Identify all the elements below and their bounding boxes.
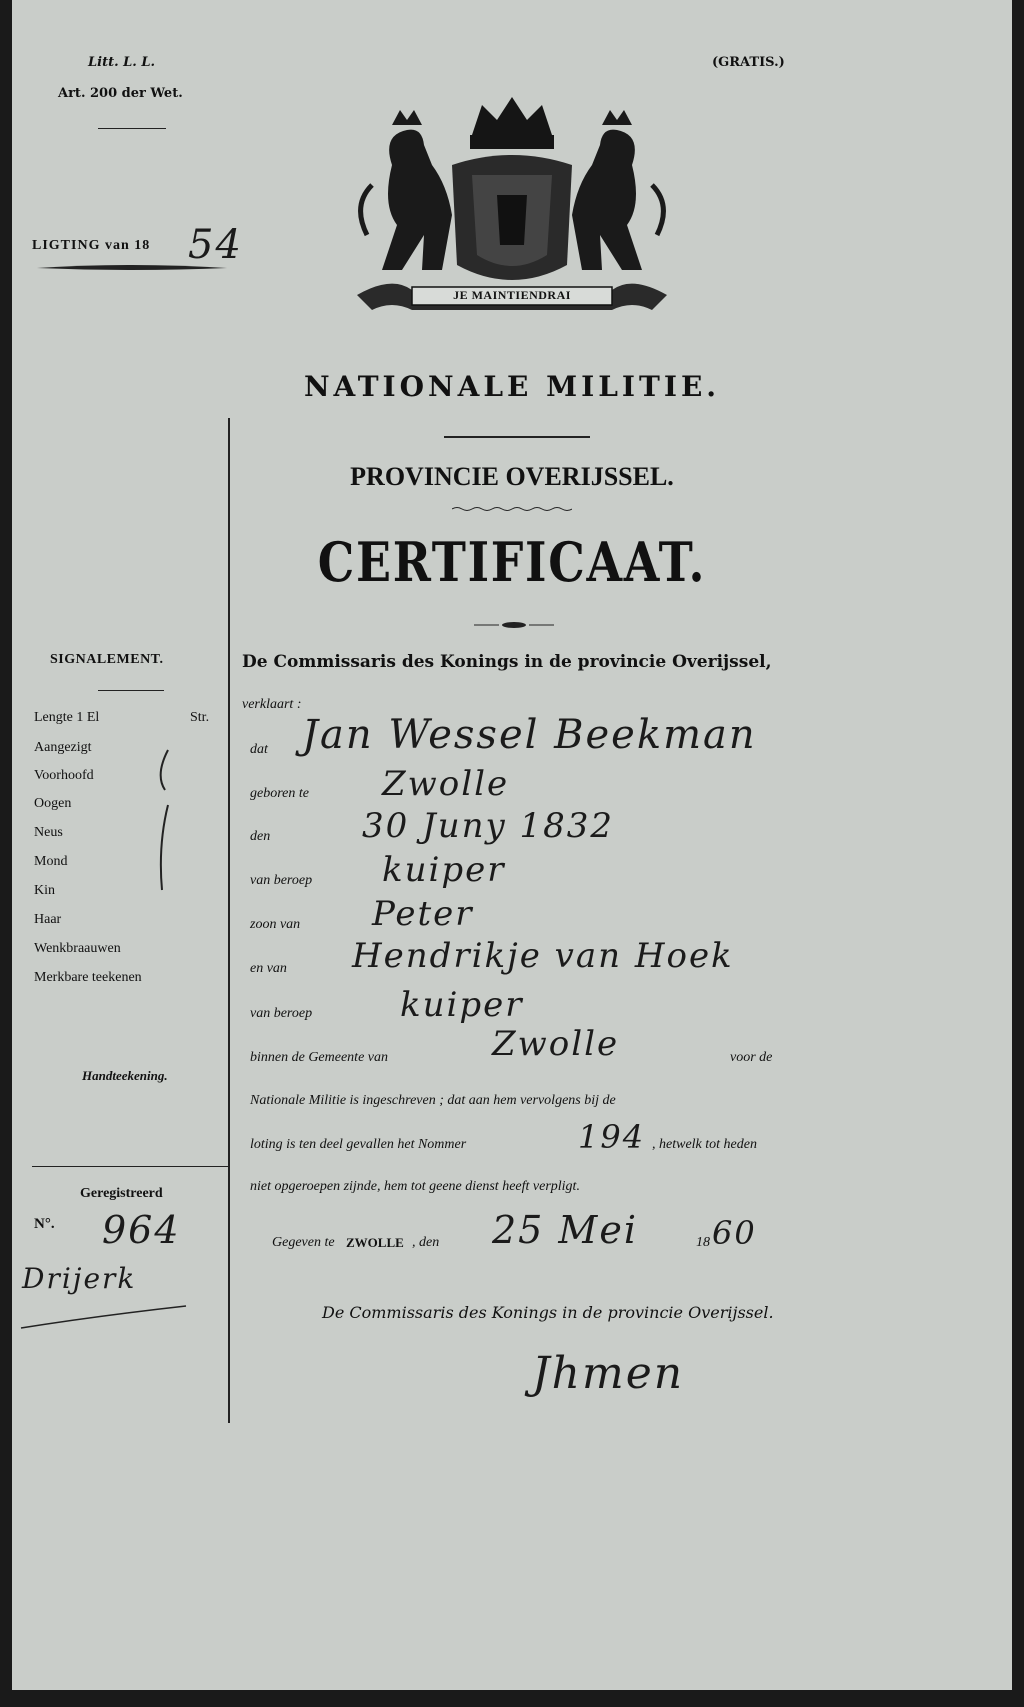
lichting-flourish	[32, 262, 232, 274]
paragraph-line-1: Nationale Militie is ingeschreven ; dat aan hem vervolgens bij de	[250, 1093, 616, 1108]
title-provincie: PROVINCIE OVERIJSSEL.	[350, 462, 674, 491]
register-rule	[32, 1166, 228, 1167]
title-certificaat: CERTIFICAAT.	[317, 530, 707, 594]
field-value-mother: Hendrikje van Hoek	[352, 936, 734, 976]
handteekening-label: Handteekening.	[82, 1068, 168, 1083]
den-label: , den	[412, 1235, 440, 1250]
litt-label: Litt. L. L.	[88, 55, 155, 70]
signalement-rule	[98, 690, 164, 691]
signalement-field: Kin	[34, 883, 55, 898]
ornament-divider	[474, 620, 554, 630]
field-label-geboren: geboren te	[250, 786, 309, 801]
gegeven-label: Gegeven te	[272, 1235, 335, 1250]
certificate-page	[12, 0, 1012, 1690]
field-label-den: den	[250, 829, 271, 844]
signalement-field: Merkbare teekenen	[34, 970, 142, 985]
field-value-occupation: kuiper	[382, 850, 506, 890]
lot-number-handwritten: 194	[578, 1118, 646, 1156]
closing-title: De Commissaris des Konings in de provincie Overijssel.	[322, 1303, 774, 1322]
geregistreerd-label: Geregistreerd	[80, 1186, 163, 1201]
field-value-parent-occupation: kuiper	[400, 985, 524, 1025]
column-separator	[228, 418, 230, 1423]
registrar-signature: Drijerk	[22, 1262, 137, 1295]
voor-de-label: voor de	[730, 1050, 773, 1065]
signalement-field: Oogen	[34, 796, 72, 811]
title-rule	[444, 436, 590, 438]
issue-date-handwritten: 25 Mei	[492, 1208, 638, 1252]
commissaris-intro: De Commissaris des Konings in de provincie Overijssel,	[242, 652, 772, 672]
lichting-year-handwritten: 54	[188, 222, 243, 268]
field-label-zoon-van: zoon van	[250, 917, 301, 932]
signalement-field: Haar	[34, 912, 62, 927]
gratis-label: (GRATIS.)	[712, 55, 785, 70]
field-label-en-van: en van	[250, 961, 287, 976]
title-nationale-militie: NATIONALE MILITIE.	[303, 370, 721, 403]
art-label: Art. 200 der Wet.	[58, 86, 183, 101]
signalement-lengte: Lengte 1 El	[34, 710, 100, 725]
gemeente-label: binnen de Gemeente van	[250, 1050, 388, 1065]
verklaart-label: verklaart :	[242, 697, 302, 712]
signalement-field: Mond	[34, 854, 68, 869]
paragraph-line-2b: , hetwelk tot heden	[652, 1137, 757, 1152]
signalement-field: Aangezigt	[34, 740, 92, 755]
registrar-flourish	[16, 1298, 196, 1334]
field-label-beroep-2: van beroep	[250, 1006, 313, 1021]
field-label-dat: dat	[250, 742, 268, 757]
field-value-birthplace: Zwolle	[382, 764, 510, 804]
year-prefix: 18	[696, 1235, 710, 1250]
field-value-name: Jan Wessel Beekman	[302, 712, 757, 758]
signalement-title: SIGNALEMENT.	[50, 652, 164, 667]
field-value-father: Peter	[372, 894, 474, 934]
signalement-str: Str.	[190, 710, 210, 725]
paragraph-line-3: niet opgeroepen zijnde, hem tot geene dienst heeft verpligt.	[250, 1179, 580, 1194]
royal-coat-of-arms-icon	[352, 95, 672, 345]
signalement-field: Neus	[34, 825, 63, 840]
paragraph-line-2a: loting is ten deel gevallen het Nommer	[250, 1137, 467, 1152]
register-number-handwritten: 964	[102, 1208, 181, 1252]
crest-motto: JE MAINTIENDRAI	[453, 288, 571, 302]
handwritten-brackets	[150, 745, 180, 895]
signalement-field: Wenkbraauwen	[34, 941, 121, 956]
signalement-field: Voorhoofd	[34, 768, 94, 783]
lichting-label: LIGTING van 18	[32, 238, 151, 253]
year-handwritten: 60	[712, 1214, 757, 1252]
field-label-beroep: van beroep	[250, 873, 313, 888]
place-of-issue: ZWOLLE	[346, 1235, 404, 1250]
header-rule	[98, 128, 166, 129]
gemeente-handwritten: Zwolle	[492, 1024, 620, 1064]
wavy-divider	[452, 506, 572, 512]
field-value-birthdate: 30 Juny 1832	[362, 806, 615, 846]
register-number-label: N°.	[34, 1216, 55, 1232]
commissaris-signature: Jhmen	[532, 1348, 685, 1399]
